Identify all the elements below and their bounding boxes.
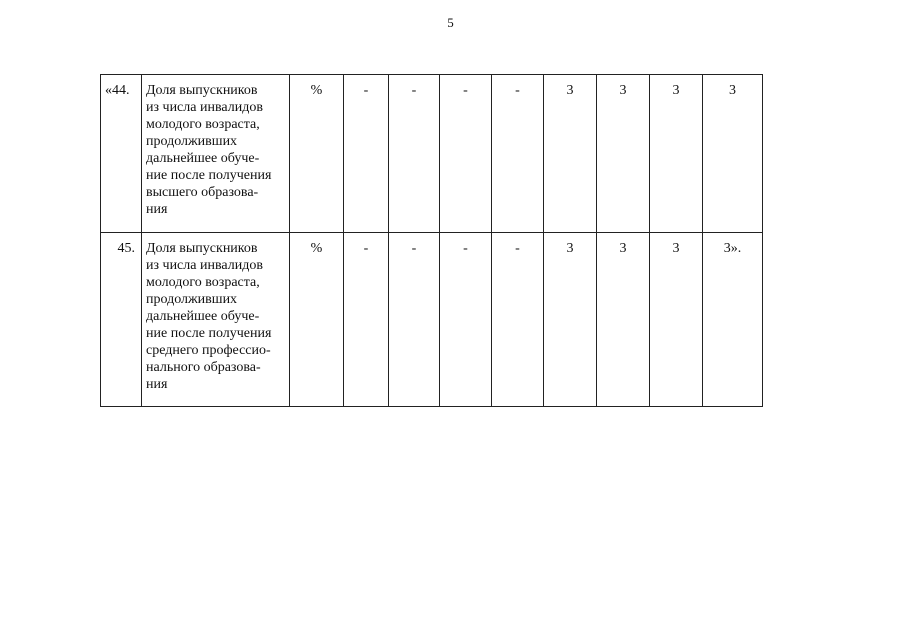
page-number: 5 <box>447 15 454 30</box>
row-number: 45. <box>101 233 142 407</box>
unit-cell: % <box>290 233 344 407</box>
value-cell: - <box>440 233 492 407</box>
table-row <box>101 233 763 407</box>
indicator-name-text: Доля выпускников из числа инвалидов молодого возраста, продолживших дальнейшее обуче- ние после получения высшего образова- ния <box>146 83 272 217</box>
value-cell: - <box>344 233 389 407</box>
value-cell: - <box>492 75 544 233</box>
unit-cell: % <box>290 75 344 233</box>
row-number: «44. <box>101 75 142 233</box>
value-cell: 3 <box>703 75 763 233</box>
indicator-name-text: Доля выпускников из числа инвалидов молодого возраста, продолживших дальнейшее обуче- ние после получения среднего профессио- нального образова- ния <box>146 241 272 392</box>
indicator-name <box>142 75 290 233</box>
value-cell: - <box>344 75 389 233</box>
value-cell: 3 <box>650 75 703 233</box>
value-cell: 3 <box>544 75 597 233</box>
value-cell: - <box>389 75 440 233</box>
value-cell: 3 <box>544 233 597 407</box>
indicator-name <box>142 233 290 407</box>
value-cell: 3 <box>597 233 650 407</box>
value-cell: - <box>440 75 492 233</box>
value-cell: - <box>492 233 544 407</box>
value-cell: 3 <box>650 233 703 407</box>
value-cell: - <box>389 233 440 407</box>
value-cell: 3 <box>597 75 650 233</box>
indicators-table <box>100 74 763 407</box>
value-cell: 3». <box>703 233 763 407</box>
table-row <box>101 75 763 233</box>
